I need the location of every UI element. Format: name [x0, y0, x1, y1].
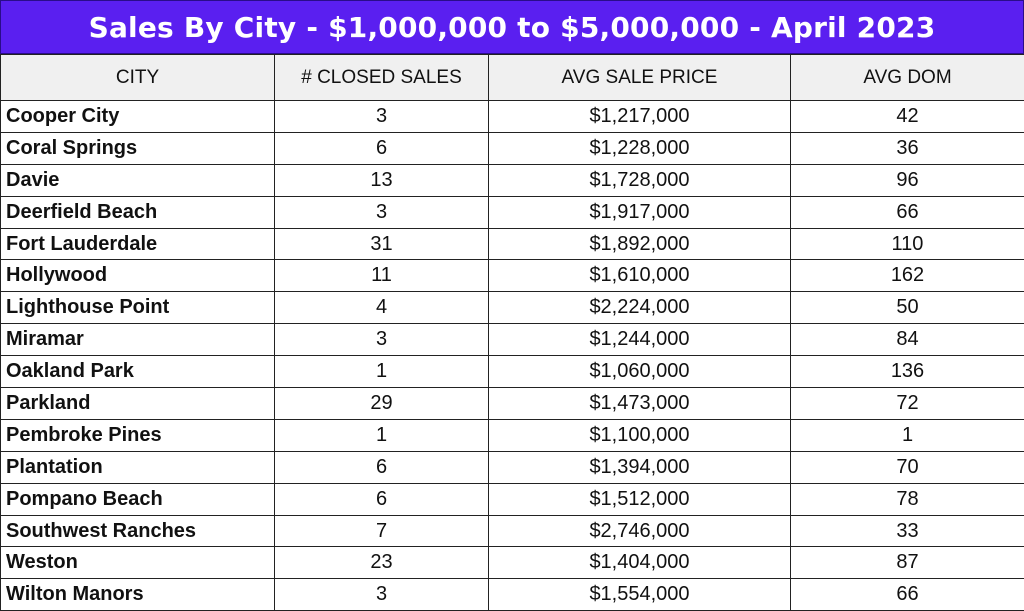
- table-row: [1, 388, 1024, 420]
- sales-table: [0, 54, 1024, 611]
- closed-sales-cell: 1: [275, 356, 489, 388]
- avg-sale-price-cell: $1,228,000: [489, 132, 791, 164]
- city-cell: Plantation: [1, 451, 275, 483]
- avg-sale-price-cell: $1,728,000: [489, 164, 791, 196]
- avg-sale-price-cell: $1,100,000: [489, 419, 791, 451]
- table-row: [1, 579, 1024, 611]
- avg-sale-price-cell: $1,244,000: [489, 324, 791, 356]
- city-cell: Parkland: [1, 388, 275, 420]
- table-row: [1, 483, 1024, 515]
- avg-dom-cell: 70: [791, 451, 1024, 483]
- report-title: Sales By City - $1,000,000 to $5,000,000 - April 2023: [0, 0, 1024, 54]
- city-cell: Oakland Park: [1, 356, 275, 388]
- avg-sale-price-cell: $1,610,000: [489, 260, 791, 292]
- city-cell: Davie: [1, 164, 275, 196]
- closed-sales-cell: 7: [275, 515, 489, 547]
- avg-sale-price-cell: $1,892,000: [489, 228, 791, 260]
- closed-sales-cell: 3: [275, 196, 489, 228]
- table-row: [1, 260, 1024, 292]
- closed-sales-cell: 3: [275, 324, 489, 356]
- table-row: [1, 228, 1024, 260]
- avg-dom-cell: 72: [791, 388, 1024, 420]
- avg-sale-price-cell: $2,746,000: [489, 515, 791, 547]
- header-closed-sales: # CLOSED SALES: [275, 55, 489, 101]
- avg-dom-cell: 78: [791, 483, 1024, 515]
- avg-dom-cell: 96: [791, 164, 1024, 196]
- city-cell: Cooper City: [1, 101, 275, 133]
- header-city: CITY: [1, 55, 275, 101]
- city-cell: Weston: [1, 547, 275, 579]
- closed-sales-cell: 29: [275, 388, 489, 420]
- table-row: [1, 547, 1024, 579]
- closed-sales-cell: 11: [275, 260, 489, 292]
- header-avg-sale-price: AVG SALE PRICE: [489, 55, 791, 101]
- closed-sales-cell: 4: [275, 292, 489, 324]
- city-cell: Pembroke Pines: [1, 419, 275, 451]
- closed-sales-cell: 6: [275, 483, 489, 515]
- table-row: [1, 101, 1024, 133]
- avg-sale-price-cell: $1,404,000: [489, 547, 791, 579]
- closed-sales-cell: 6: [275, 451, 489, 483]
- table-header-row: [1, 55, 1024, 101]
- closed-sales-cell: 13: [275, 164, 489, 196]
- avg-dom-cell: 136: [791, 356, 1024, 388]
- table-row: [1, 196, 1024, 228]
- city-cell: Hollywood: [1, 260, 275, 292]
- avg-sale-price-cell: $1,060,000: [489, 356, 791, 388]
- table-row: [1, 132, 1024, 164]
- avg-dom-cell: 87: [791, 547, 1024, 579]
- avg-sale-price-cell: $1,394,000: [489, 451, 791, 483]
- avg-dom-cell: 36: [791, 132, 1024, 164]
- avg-dom-cell: 110: [791, 228, 1024, 260]
- city-cell: Coral Springs: [1, 132, 275, 164]
- avg-dom-cell: 66: [791, 579, 1024, 611]
- closed-sales-cell: 1: [275, 419, 489, 451]
- table-row: [1, 451, 1024, 483]
- table-row: [1, 515, 1024, 547]
- closed-sales-cell: 3: [275, 579, 489, 611]
- avg-sale-price-cell: $1,473,000: [489, 388, 791, 420]
- table-row: [1, 324, 1024, 356]
- header-avg-dom: AVG DOM: [791, 55, 1024, 101]
- avg-sale-price-cell: $1,512,000: [489, 483, 791, 515]
- avg-dom-cell: 162: [791, 260, 1024, 292]
- avg-sale-price-cell: $2,224,000: [489, 292, 791, 324]
- table-row: [1, 419, 1024, 451]
- closed-sales-cell: 31: [275, 228, 489, 260]
- city-cell: Wilton Manors: [1, 579, 275, 611]
- avg-sale-price-cell: $1,217,000: [489, 101, 791, 133]
- avg-dom-cell: 50: [791, 292, 1024, 324]
- table-row: [1, 164, 1024, 196]
- city-cell: Pompano Beach: [1, 483, 275, 515]
- avg-dom-cell: 84: [791, 324, 1024, 356]
- avg-dom-cell: 33: [791, 515, 1024, 547]
- city-cell: Lighthouse Point: [1, 292, 275, 324]
- avg-sale-price-cell: $1,554,000: [489, 579, 791, 611]
- city-cell: Southwest Ranches: [1, 515, 275, 547]
- avg-dom-cell: 66: [791, 196, 1024, 228]
- avg-sale-price-cell: $1,917,000: [489, 196, 791, 228]
- city-cell: Miramar: [1, 324, 275, 356]
- table-body: [1, 101, 1024, 611]
- avg-dom-cell: 1: [791, 419, 1024, 451]
- table-row: [1, 292, 1024, 324]
- closed-sales-cell: 23: [275, 547, 489, 579]
- table-row: [1, 356, 1024, 388]
- closed-sales-cell: 6: [275, 132, 489, 164]
- city-cell: Fort Lauderdale: [1, 228, 275, 260]
- avg-dom-cell: 42: [791, 101, 1024, 133]
- city-cell: Deerfield Beach: [1, 196, 275, 228]
- closed-sales-cell: 3: [275, 101, 489, 133]
